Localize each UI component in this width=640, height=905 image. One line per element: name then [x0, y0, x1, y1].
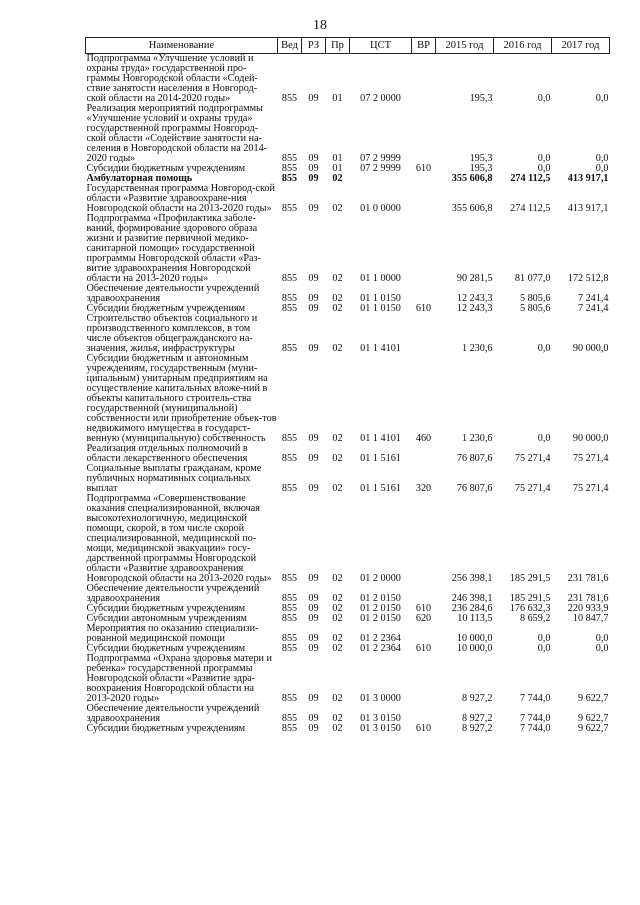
- cell-2016: 7 744,0: [519, 693, 551, 704]
- cell-2015: 195,3: [469, 163, 493, 174]
- cell-2015: 10 113,5: [457, 613, 493, 624]
- cell-ved: 855: [281, 153, 298, 164]
- cell-pr: 01: [332, 93, 343, 104]
- cell-2015: 12 243,3: [456, 303, 493, 314]
- cell-name: Субсидии бюджетным учреждениям: [86, 723, 246, 734]
- cell-name: Обеспечение деятельности учреждений здравоохранения: [86, 703, 260, 724]
- cell-cst: 01 2 2364: [360, 643, 401, 654]
- cell-2016: 185 291,5: [509, 573, 551, 584]
- cell-2017: 220 933,9: [567, 603, 609, 614]
- table-row: [86, 444, 610, 464]
- cell-name: Подпрограмма «Совершенствование оказания специализированной, включая высокотехнологичную, медицинской помощи, скорой, в том числе скорой специализированной, медицинской по-мощи, медицинской эвакуации» госу-дарственной программы Новгородской области «Развитие здравоохранения Новгородской области на 2013-2020 годы»: [86, 493, 272, 584]
- table-header: [86, 38, 610, 54]
- cell-name: Государственная программа Новгород-ской области «Развитие здравоохране-ния Новгородской области на 2013-2020 годы»: [86, 183, 275, 214]
- column-header: ЦСТ: [350, 38, 412, 54]
- cell-2016: 0,0: [537, 433, 551, 444]
- cell-cst: 01 1 4101: [360, 343, 401, 354]
- cell-2017: 231 781,6: [567, 593, 609, 604]
- cell-2016: 274 112,5: [510, 203, 551, 214]
- cell-2016: 81 077,0: [514, 273, 551, 284]
- table-row: [86, 54, 610, 105]
- table-row: [86, 584, 610, 604]
- cell-2016: 0,0: [537, 343, 551, 354]
- cell-ved: 855: [281, 433, 298, 444]
- header-row: [86, 38, 610, 54]
- cell-2017: 0,0: [595, 163, 609, 174]
- cell-vr: [412, 104, 436, 164]
- cell-pr: 02: [332, 573, 343, 584]
- cell-pr: 02: [332, 433, 343, 444]
- cell-cst: 01 2 0150: [360, 613, 401, 624]
- cell-ved: 855: [281, 303, 298, 314]
- cell-rz: 09: [308, 643, 319, 654]
- cell-vr: [412, 314, 436, 354]
- cell-2016: 0,0: [537, 163, 551, 174]
- cell-2015: 355 606,8: [451, 203, 493, 214]
- cell-2016: 7 744,0: [519, 713, 551, 724]
- cell-vr: 610: [415, 723, 432, 734]
- cell-name: Субсидии бюджетным учреждениям: [86, 303, 246, 314]
- cell-2015: 256 398,1: [451, 573, 493, 584]
- cell-ved: 855: [281, 593, 298, 604]
- cell-cst: 01 0 0000: [360, 203, 401, 214]
- column-header: ВР: [412, 38, 436, 54]
- cell-2016: 274 112,5: [510, 173, 551, 184]
- cell-cst: 01 3 0000: [360, 693, 401, 704]
- table-row: [86, 464, 610, 494]
- cell-vr: [412, 174, 436, 184]
- cell-pr: 02: [332, 593, 343, 604]
- cell-2016: 75 271,4: [514, 453, 551, 464]
- cell-2017: 0,0: [595, 153, 609, 164]
- cell-2017: 9 622,7: [577, 693, 609, 704]
- cell-cst: 01 1 0150: [360, 303, 401, 314]
- cell-2016: 7 744,0: [519, 723, 551, 734]
- cell-cst: [350, 174, 412, 184]
- cell-rz: 09: [308, 343, 319, 354]
- cell-ved: 855: [281, 173, 298, 184]
- cell-pr: 01: [332, 153, 343, 164]
- cell-vr: 610: [415, 163, 432, 174]
- cell-rz: 09: [308, 713, 319, 724]
- cell-2016: 0,0: [537, 643, 551, 654]
- column-header: 2016 год: [494, 38, 552, 54]
- cell-pr: 02: [332, 483, 343, 494]
- cell-2016: 8 659,2: [519, 613, 551, 624]
- cell-name: Амбулаторная помощь: [86, 173, 193, 184]
- cell-pr: 02: [332, 613, 343, 624]
- cell-rz: 09: [308, 483, 319, 494]
- cell-2017: 90 000,0: [572, 433, 609, 444]
- table-body: [86, 54, 610, 735]
- cell-cst: 01 3 0150: [360, 723, 401, 734]
- cell-rz: 09: [308, 153, 319, 164]
- cell-rz: 09: [308, 573, 319, 584]
- cell-name: Реализация мероприятий подпрограммы «Улучшение условий и охраны труда» государственной программы Новгород-ской области «Содействие занятости на-селения в Новгородской области на 2014-2020 годы»: [86, 103, 268, 164]
- cell-rz: 09: [308, 693, 319, 704]
- cell-name: Мероприятия по оказанию специализи-рованной медицинской помощи: [86, 623, 259, 644]
- cell-cst: 01 1 5161: [360, 483, 401, 494]
- cell-2015: 76 807,6: [456, 453, 493, 464]
- table-row: [86, 494, 610, 584]
- cell-ved: 855: [281, 203, 298, 214]
- cell-2015: 236 284,6: [451, 603, 493, 614]
- cell-2017: 90 000,0: [572, 343, 609, 354]
- cell-cst: 01 2 0150: [360, 593, 401, 604]
- cell-name: Обеспечение деятельности учреждений здравоохранения: [86, 583, 260, 604]
- cell-rz: 09: [308, 173, 319, 184]
- cell-vr: [412, 284, 436, 304]
- column-header: 2017 год: [552, 38, 610, 54]
- cell-vr: [412, 214, 436, 284]
- cell-rz: 09: [308, 723, 319, 734]
- cell-2015: 8 927,2: [461, 723, 493, 734]
- cell-cst: 07 2 0000: [360, 93, 401, 104]
- cell-2017: 7 241,4: [577, 303, 609, 314]
- cell-pr: 01: [332, 163, 343, 174]
- cell-ved: 855: [281, 483, 298, 494]
- cell-rz: 09: [308, 163, 319, 174]
- table-row: [86, 704, 610, 724]
- cell-pr: 02: [332, 633, 343, 644]
- cell-name: Подпрограмма «Охрана здоровья матери и ребенка» государственной программы Новгородской области «Развитие здра-воохранения Новгородской области на 2013-2020 годы»: [86, 653, 272, 704]
- cell-vr: 620: [415, 613, 432, 624]
- cell-ved: 855: [281, 713, 298, 724]
- table-row: [86, 214, 610, 284]
- cell-rz: 09: [308, 293, 319, 304]
- cell-ved: 855: [281, 293, 298, 304]
- cell-2017: 9 622,7: [577, 723, 609, 734]
- column-header: Пр: [326, 38, 350, 54]
- cell-name: Субсидии бюджетным учреждениям: [86, 603, 246, 614]
- cell-2015: 76 807,6: [456, 483, 493, 494]
- cell-name: Субсидии автономным учреждениям: [86, 613, 247, 624]
- cell-vr: [412, 584, 436, 604]
- cell-pr: 02: [332, 343, 343, 354]
- cell-ved: 855: [281, 573, 298, 584]
- cell-vr: [412, 704, 436, 724]
- cell-pr: 02: [332, 713, 343, 724]
- cell-name: Реализация отдельных полномочий в области лекарственного обеспечения: [86, 443, 248, 464]
- table-row: [86, 624, 610, 644]
- cell-rz: 09: [308, 273, 319, 284]
- cell-2017: 0,0: [595, 633, 609, 644]
- cell-pr: 02: [332, 693, 343, 704]
- cell-rz: 09: [308, 433, 319, 444]
- table-row: [86, 724, 610, 734]
- cell-ved: 855: [281, 163, 298, 174]
- cell-rz: 09: [308, 93, 319, 104]
- cell-cst: 07 2 9999: [360, 163, 401, 174]
- cell-ved: 855: [281, 633, 298, 644]
- cell-pr: 02: [332, 293, 343, 304]
- cell-name: Субсидии бюджетным учреждениям: [86, 643, 246, 654]
- cell-rz: 09: [308, 633, 319, 644]
- cell-rz: 09: [308, 303, 319, 314]
- cell-ved: 855: [281, 613, 298, 624]
- cell-pr: 02: [332, 273, 343, 284]
- cell-2015: 1 230,6: [461, 343, 493, 354]
- cell-2017: 413 917,1: [567, 203, 609, 214]
- column-header: РЗ: [302, 38, 326, 54]
- cell-2017: 9 622,7: [577, 713, 609, 724]
- cell-ved: 855: [281, 343, 298, 354]
- cell-ved: 855: [281, 93, 298, 104]
- cell-2017: 0,0: [595, 93, 609, 104]
- cell-vr: 460: [415, 433, 432, 444]
- cell-2015: 195,3: [469, 153, 493, 164]
- cell-rz: 09: [308, 203, 319, 214]
- cell-pr: 02: [332, 723, 343, 734]
- cell-2017: 172 512,8: [567, 273, 609, 284]
- cell-pr: 02: [332, 203, 343, 214]
- cell-cst: 07 2 9999: [360, 153, 401, 164]
- cell-name: Социальные выплаты гражданам, кроме публичных нормативных социальных выплат: [86, 463, 262, 494]
- cell-2016: 5 805,6: [519, 303, 551, 314]
- cell-vr: [412, 54, 436, 105]
- cell-cst: 01 1 0150: [360, 293, 401, 304]
- cell-cst: 01 2 2364: [360, 633, 401, 644]
- cell-cst: 01 2 0000: [360, 573, 401, 584]
- cell-pr: 02: [332, 303, 343, 314]
- cell-2016: 0,0: [537, 633, 551, 644]
- table-row: [86, 654, 610, 704]
- cell-name: Субсидии бюджетным и автономным учреждениям, государственным (муни-ципальным) унитарным предприятиям на осуществление капитальных вложе-ний в объекты капитального строитель-ства государственной (муниципальной) собственности или приобретение объек-тов недвижимого имущества в государст-венную (муниципальную) собственность: [86, 353, 277, 444]
- cell-cst: 01 1 5161: [360, 453, 401, 464]
- cell-2015: 12 243,3: [456, 293, 493, 304]
- cell-cst: 01 1 0000: [360, 273, 401, 284]
- cell-pr: 02: [332, 643, 343, 654]
- cell-rz: 09: [308, 603, 319, 614]
- cell-vr: [412, 444, 436, 464]
- cell-vr: 610: [415, 303, 432, 314]
- cell-2016: 185 291,5: [509, 593, 551, 604]
- page-number: 18: [313, 18, 327, 33]
- cell-vr: 320: [415, 483, 432, 494]
- cell-rz: 09: [308, 453, 319, 464]
- cell-cst: 01 1 4101: [360, 433, 401, 444]
- column-header: Наименование: [86, 38, 278, 54]
- cell-rz: 09: [308, 613, 319, 624]
- budget-table: [85, 37, 610, 734]
- cell-name: Обеспечение деятельности учреждений здравоохранения: [86, 283, 260, 304]
- cell-2016: 0,0: [537, 153, 551, 164]
- cell-vr: 610: [415, 643, 432, 654]
- cell-2015: 10 000,0: [456, 643, 493, 654]
- column-header: 2015 год: [436, 38, 494, 54]
- cell-2016: 75 271,4: [514, 483, 551, 494]
- table-row: [86, 284, 610, 304]
- cell-2017: 75 271,4: [572, 453, 609, 464]
- cell-2015: 10 000,0: [456, 633, 493, 644]
- cell-vr: [412, 624, 436, 644]
- cell-cst: 01 3 0150: [360, 713, 401, 724]
- cell-2016: 176 632,3: [509, 603, 551, 614]
- cell-2015: 90 281,5: [456, 273, 493, 284]
- table-row: [86, 354, 610, 444]
- cell-pr: 02: [332, 453, 343, 464]
- cell-2016: 5 805,6: [519, 293, 551, 304]
- cell-vr: [412, 654, 436, 704]
- cell-ved: 855: [281, 603, 298, 614]
- cell-2017: 231 781,6: [567, 573, 609, 584]
- cell-2017: 10 847,7: [572, 613, 609, 624]
- cell-name: Подпрограмма «Улучшение условий и охраны труда» государственной про-граммы Новгородской области «Содей-ствие занятости населения в Новгород-ской области на 2014-2020 годы»: [86, 53, 258, 104]
- cell-2017: 7 241,4: [577, 293, 609, 304]
- cell-2015: 355 606,8: [451, 173, 493, 184]
- cell-pr: 02: [332, 603, 343, 614]
- cell-2015: 1 230,6: [461, 433, 493, 444]
- cell-vr: [412, 184, 436, 214]
- cell-ved: 855: [281, 453, 298, 464]
- cell-ved: 855: [281, 723, 298, 734]
- cell-ved: 855: [281, 273, 298, 284]
- table-row: [86, 184, 610, 214]
- cell-2017: 413 917,1: [567, 173, 609, 184]
- cell-vr: 610: [415, 603, 432, 614]
- cell-2015: 246 398,1: [451, 593, 493, 604]
- table-row: [86, 314, 610, 354]
- cell-cst: 01 2 0150: [360, 603, 401, 614]
- cell-name: Подпрограмма «Профилактика заболе-ваний, формирование здорового образа жизни и развитие первичной медико-санитарной помощи» государственной программы Новгородской области «Раз-витие здравоохранения Новгородской области на 2013-2020 годы»: [86, 213, 261, 284]
- cell-rz: 09: [308, 593, 319, 604]
- cell-2017: 75 271,4: [572, 483, 609, 494]
- cell-name: Строительство объектов социального и производственного комплексов, в том числе объектов общегражданского на-значения, жилья, инфраструктуры: [86, 313, 258, 354]
- cell-ved: 855: [281, 643, 298, 654]
- cell-name: Субсидии бюджетным учреждениям: [86, 163, 246, 174]
- cell-2015: 8 927,2: [461, 693, 493, 704]
- cell-2015: 195,3: [469, 93, 493, 104]
- cell-2016: 0,0: [537, 93, 551, 104]
- cell-2017: 0,0: [595, 643, 609, 654]
- table-row: [86, 104, 610, 164]
- cell-vr: [412, 494, 436, 584]
- cell-2015: 8 927,2: [461, 713, 493, 724]
- column-header: Вед: [278, 38, 302, 54]
- cell-pr: 02: [332, 173, 343, 184]
- cell-ved: 855: [281, 693, 298, 704]
